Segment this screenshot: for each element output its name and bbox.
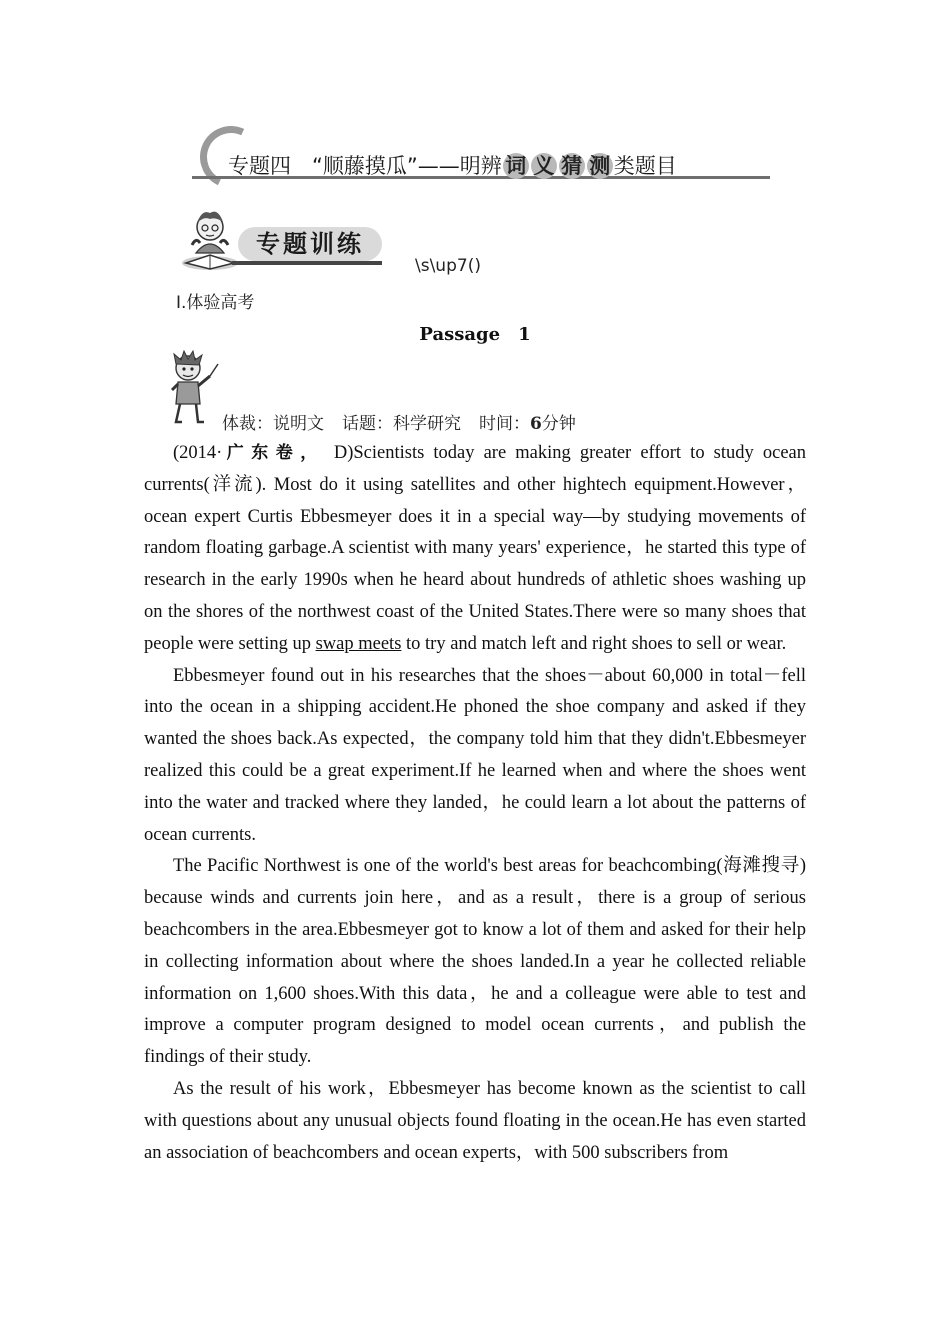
chapter-title-tag: 义 [531, 153, 557, 179]
source-citation [173, 443, 325, 463]
chapter-title-part2: 类题目 [613, 154, 677, 178]
chapter-title [228, 150, 677, 180]
pointing-mascot-icon [166, 350, 222, 430]
paragraph: As the result of his work，Ebbesmeyer has become known as the scientist to call with questions about any unusual objects found floating in the ocean.He has even started an association of beachcombers and ocean experts，with 500 subscribers from [144, 1078, 806, 1163]
passage-body [144, 438, 806, 1169]
source-name: 广东卷， [222, 443, 325, 463]
paragraph [144, 438, 806, 661]
chapter-title-tag: 猜 [559, 153, 585, 179]
reading-student-icon [180, 205, 240, 271]
paragraph-text: to try and match left and right shoes to sell or wear. [401, 633, 787, 654]
banner-title: 专题训练 [238, 227, 382, 261]
paragraph: Ebbesmeyer found out in his researches that the shoes－about 60,000 in total－fell into the ocean in a shipping accident.He phoned the shoe company and asked if they wanted the shoes back.As expected，the company told him that they didn't.Ebbesmeyer realized this could be a great experiment.If he learned when and where the shoes went into the water and tracked where they landed，he could learn a lot about the patterns of ocean currents. [144, 665, 806, 845]
passage-title: Passage 1 [419, 324, 531, 345]
chapter-title-tag: 词 [503, 153, 529, 179]
training-banner [180, 205, 390, 273]
chapter-title-part1: 专题四 “顺藤摸瓜”——明辨 [228, 154, 502, 178]
meta-time [479, 414, 576, 434]
source-open: (2014· [173, 443, 223, 463]
paragraph: The Pacific Northwest is one of the world's best areas for beachcombing(海滩搜寻) because winds and currents join here，and as a result，there is a group of serious beachcombers in the area.Ebbesmeyer got to know a lot of them and asked for their help in collecting information about where the shoes landed.In a year he collected reliable information on 1,600 shoes.With this data，he and a colleague were able to test and improve a computer program designed to model ocean currents，and publish the findings of their study. [144, 856, 806, 1068]
meta-time-value: 6 [530, 414, 542, 434]
chapter-title-tag: 测 [587, 153, 613, 179]
banner-underline [232, 261, 382, 265]
section-label: Ⅰ.体验高考 [176, 293, 255, 313]
meta-time-unit: 分钟 [541, 414, 576, 434]
meta-topic: 话题：科学研究 [342, 414, 461, 434]
passage-meta [222, 409, 576, 434]
underlined-term: swap meets [315, 633, 402, 654]
paragraph-text: D)Scientists today are making greater effort to study ocean currents(洋流). Most do it using satellites and other hightech equipment.However，ocean expert Curtis Ebbesmeyer does it in a special way—by studying movements of random floating garbage.A scientist with many years' experience，he started this type of research in the early 1990s when he heard about hundreds of athletic shoes washing up on the shores of the northwest coast of the United States.There were so many shoes that people were setting up [144, 443, 807, 654]
field-code-text: \s\up7() [415, 256, 481, 276]
meta-time-label: 时间： [479, 414, 530, 434]
chapter-header [192, 126, 770, 184]
meta-genre: 体裁：说明文 [222, 414, 324, 434]
